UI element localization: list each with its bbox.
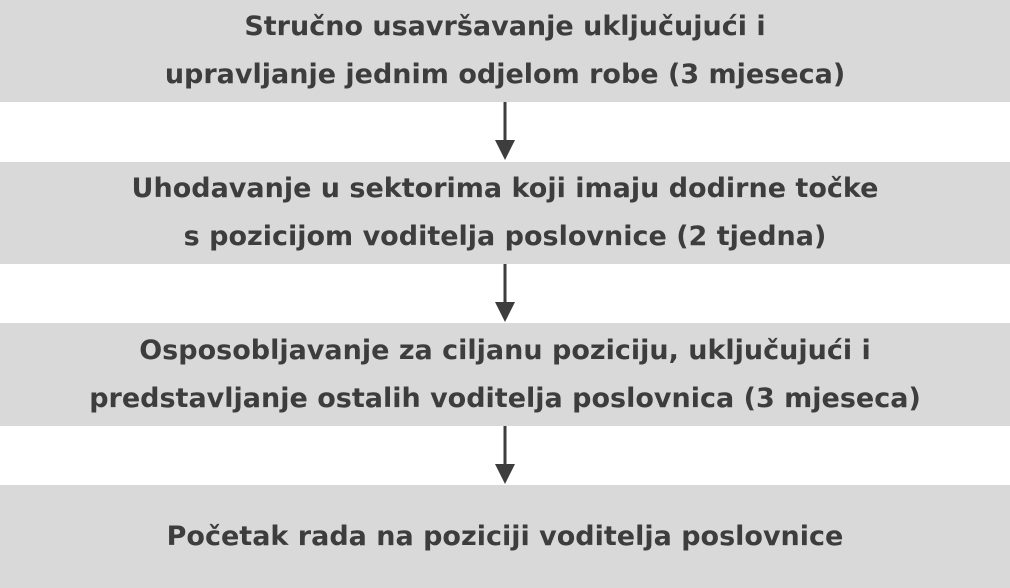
step-text-line: Stručno usavršavanje uključujući i: [244, 11, 766, 42]
down-arrow-icon: [489, 102, 521, 162]
step-text-line: Osposobljavanje za ciljanu poziciju, uključujući i: [139, 334, 871, 366]
step-text-line: predstavljanje ostalih voditelja poslovnica (3 mjeseca): [89, 382, 921, 414]
step-text-line: Početak rada na poziciji voditelja poslovnice: [166, 520, 844, 552]
down-arrow-icon: [489, 264, 521, 324]
step-text-line: Uhodavanje u sektorima koji imaju dodirne točke: [131, 173, 879, 204]
step-box-professional-training: [0, 0, 1010, 102]
step-box-target-position-training: [0, 323, 1010, 426]
down-arrow-icon: [489, 426, 521, 486]
step-text-line: s pozicijom voditelja poslovnice (2 tjedna): [183, 221, 827, 252]
step-box-start-as-manager: [0, 485, 1010, 588]
step-text-line: upravljanje jednim odjelom robe (3 mjeseca): [164, 59, 846, 90]
step-box-sector-onboarding: [0, 162, 1010, 264]
